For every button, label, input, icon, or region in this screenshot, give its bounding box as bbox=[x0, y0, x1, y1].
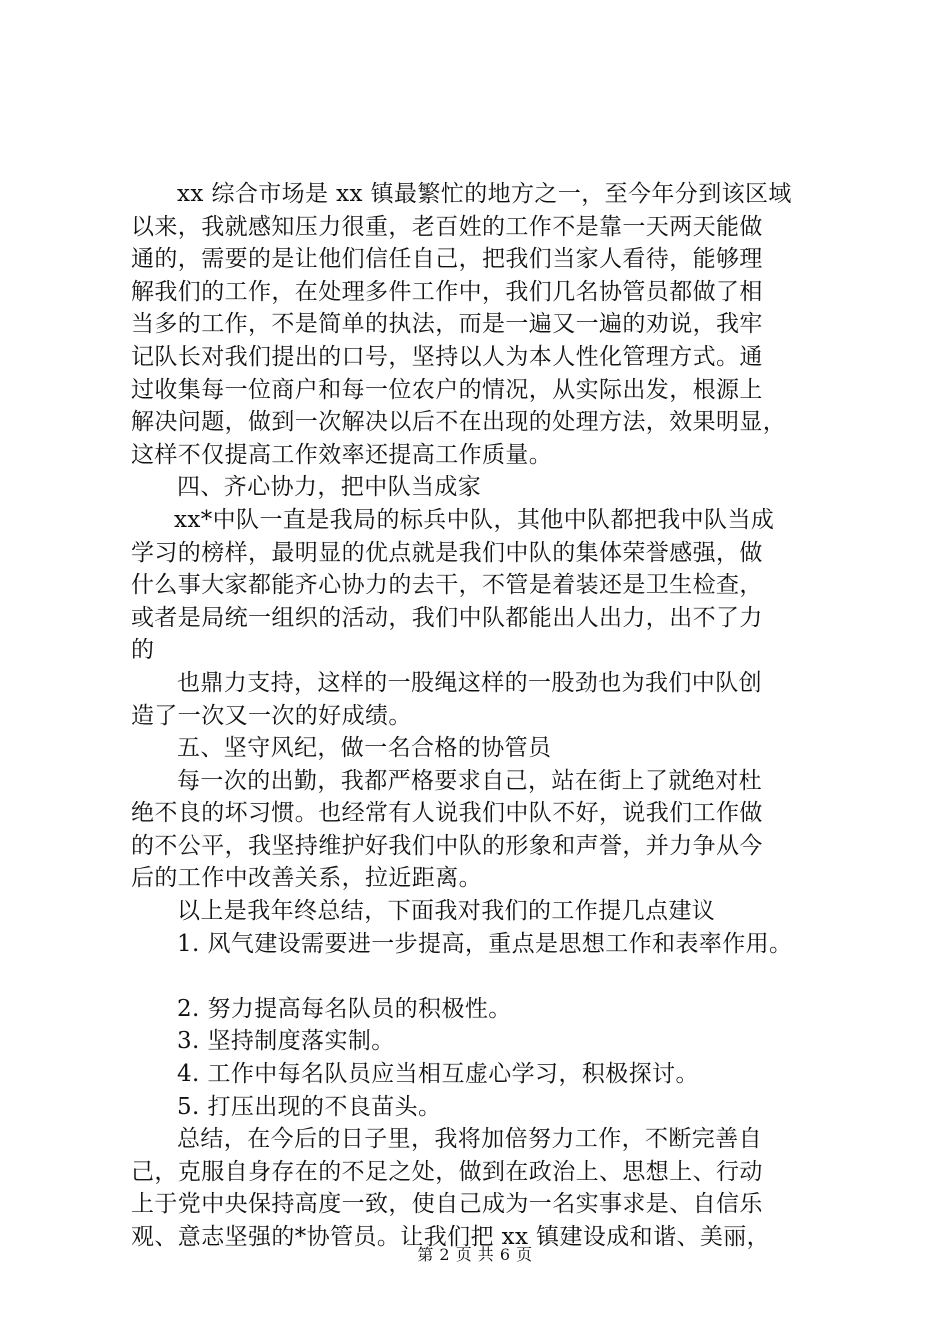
body-line: 记队长对我们提出的口号，坚持以人为本人性化管理方式。通 bbox=[131, 343, 763, 370]
body-line: xx*中队一直是我局的标兵中队，其他中队都把我中队当成 bbox=[174, 506, 775, 533]
blank-line bbox=[131, 960, 851, 993]
body-line: 这样不仅提高工作效率还提高工作质量。 bbox=[131, 441, 553, 468]
body-line: 通的，需要的是让他们信任自己，把我们当家人看待，能够理 bbox=[131, 246, 763, 273]
body-line: 造了一次又一次的好成绩。 bbox=[131, 702, 412, 729]
list-item: 5. 打压出现的不良苗头。 bbox=[177, 1093, 442, 1120]
body-line: 过收集每一位商户和每一位农户的情况，从实际出发，根源上 bbox=[131, 376, 763, 403]
list-item: 2. 努力提高每名队员的积极性。 bbox=[177, 995, 512, 1022]
body-line: 绝不良的坏习惯。也经常有人说我们中队不好，说我们工作做 bbox=[131, 800, 763, 827]
body-line: 总结，在今后的日子里，我将加倍努力工作，不断完善自 bbox=[177, 1126, 762, 1153]
body-line: 学习的榜样，最明显的优点就是我们中队的集体荣誉感强，做 bbox=[131, 539, 763, 566]
body-line: 每一次的出勤，我都严格要求自己，站在街上了就绝对杜 bbox=[177, 767, 762, 794]
body-line: 上于党中央保持高度一致，使自己成为一名实事求是、自信乐 bbox=[131, 1191, 763, 1218]
body-line: 己，克服自身存在的不足之处，做到在政治上、思想上、行动 bbox=[131, 1158, 763, 1185]
body-line: 以来，我就感知压力很重，老百姓的工作不是靠一天两天能做 bbox=[131, 213, 763, 240]
body-line: 或者是局统一组织的活动，我们中队都能出人出力，出不了力 bbox=[131, 604, 763, 631]
section-heading: 五、坚守风纪，做一名合格的协管员 bbox=[177, 735, 552, 762]
list-item: 4. 工作中每名队员应当相互虚心学习，积极探讨。 bbox=[177, 1061, 699, 1088]
document-body bbox=[131, 178, 851, 1254]
body-line: 观、意志坚强的*协管员。让我们把 xx 镇建设成和谐、美丽， bbox=[131, 1224, 771, 1250]
body-line: 什么事大家都能齐心协力的去干，不管是着装还是卫生检查， bbox=[131, 572, 763, 599]
list-item: 1. 风气建设需要进一步提高，重点是思想工作和表率作用。 bbox=[177, 930, 793, 957]
body-line: 解我们的工作，在处理多件工作中，我们几名协管员都做了相 bbox=[131, 278, 763, 305]
body-line: 后的工作中改善关系，拉近距离。 bbox=[131, 865, 482, 892]
list-item: 3. 坚持制度落实制。 bbox=[177, 1028, 395, 1055]
body-line: 的不公平，我坚持维护好我们中队的形象和声誉，并力争从今 bbox=[131, 832, 763, 859]
body-line: 解决问题，做到一次解决以后不在出现的处理方法，效果明显， bbox=[131, 409, 787, 436]
section-heading: 四、齐心协力，把中队当成家 bbox=[177, 474, 482, 501]
body-line: 的 bbox=[131, 637, 155, 664]
page-number-footer: 第 2 页 共 6 页 bbox=[417, 1245, 533, 1264]
body-line: xx 综合市场是 xx 镇最繁忙的地方之一，至今年分到该区域 bbox=[177, 181, 792, 207]
body-line: 也鼎力支持，这样的一股绳这样的一股劲也为我们中队创 bbox=[177, 669, 762, 696]
body-line: 当多的工作，不是简单的执法，而是一遍又一遍的劝说，我牢 bbox=[131, 311, 763, 338]
body-line: 以上是我年终总结，下面我对我们的工作提几点建议 bbox=[177, 898, 716, 925]
